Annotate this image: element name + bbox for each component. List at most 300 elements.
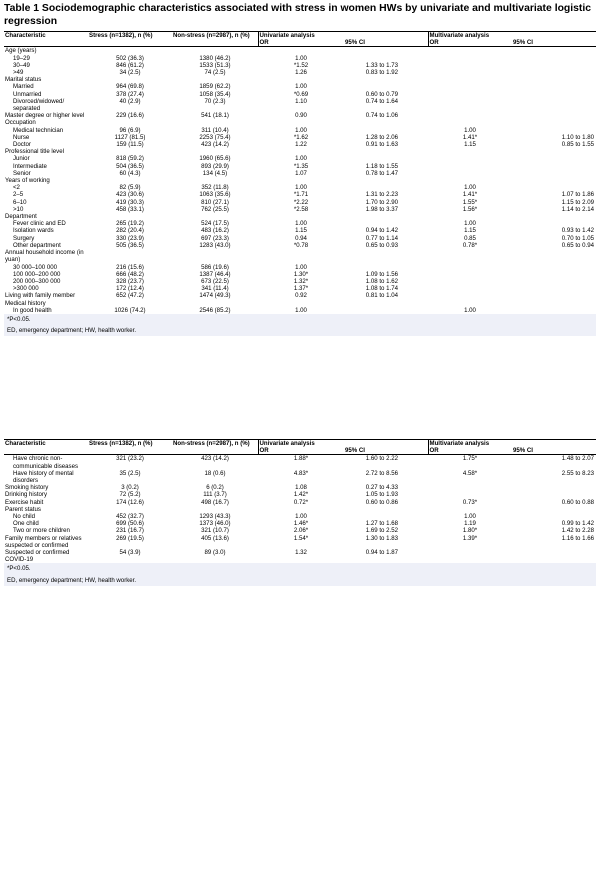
nonstress-cell: 1293 (43.3) — [199, 513, 231, 521]
multivariate-ci-cell: 0.93 to 1.42 — [561, 227, 594, 235]
univariate-or-cell: *0.69 — [293, 90, 309, 98]
multivariate-or-cell: 1.56* — [462, 205, 478, 213]
characteristic-cell: In good health — [13, 306, 52, 314]
stress-cell: 96 (6.9) — [119, 126, 141, 134]
nonstress-cell: 541 (18.1) — [201, 112, 229, 120]
blank-cell — [258, 506, 344, 513]
blank-cell — [512, 148, 596, 155]
stress-cell: 231 (16.7) — [116, 527, 144, 535]
nonstress-cell: 1960 (65.6) — [199, 155, 231, 163]
stress-cell: 229 (16.6) — [116, 112, 144, 120]
univariate-or-cell: *1.35 — [293, 162, 309, 170]
header-characteristic: Characteristic — [4, 440, 88, 448]
table-row — [4, 285, 596, 292]
multivariate-or-cell: 1.41* — [462, 191, 478, 199]
multivariate-ci-cell — [512, 55, 596, 62]
nonstress-cell: 89 (3.0) — [204, 549, 226, 557]
header-multivariate-ci: 95% CI — [512, 447, 596, 455]
characteristic-cell: 30–49 — [13, 61, 30, 69]
blank-cell — [344, 213, 428, 220]
univariate-ci-cell — [344, 55, 428, 62]
univariate-or-cell: 1.54* — [293, 534, 309, 542]
multivariate-ci-cell — [512, 83, 596, 90]
blank-cell — [428, 76, 512, 83]
blank-cell — [344, 300, 428, 307]
blank-cell — [428, 177, 512, 184]
blank-cell — [344, 148, 428, 155]
blank-cell — [88, 249, 172, 263]
multivariate-or-cell: 1.19 — [464, 520, 476, 528]
characteristic-cell: Annual household income (in yuan) — [5, 249, 84, 264]
multivariate-ci-cell — [512, 184, 596, 191]
univariate-or-cell: 1.22 — [295, 141, 307, 149]
univariate-or-cell: 1.26 — [295, 69, 307, 77]
univariate-or-cell: 1.00 — [295, 220, 307, 228]
stress-cell: 1026 (74.2) — [114, 306, 146, 314]
characteristic-cell: >10 — [13, 205, 24, 213]
univariate-ci-cell: 0.81 to 1.04 — [365, 292, 398, 300]
univariate-ci-cell: 0.94 to 1.42 — [365, 227, 398, 235]
multivariate-or-cell: 1.15 — [464, 227, 476, 235]
table-row — [4, 69, 596, 76]
multivariate-or-cell — [428, 83, 512, 90]
univariate-or-cell: 2.06* — [293, 527, 309, 535]
multivariate-ci-cell: 1.14 to 2.14 — [561, 205, 594, 213]
table-row — [4, 491, 596, 498]
univariate-ci-cell — [344, 307, 428, 314]
univariate-ci-cell: 1.60 to 2.22 — [365, 455, 398, 463]
stress-cell: 505 (36.5) — [116, 241, 144, 249]
nonstress-cell: 483 (16.2) — [201, 227, 229, 235]
characteristic-cell: 2–5 — [13, 191, 24, 199]
univariate-or-cell: 1.00 — [295, 83, 307, 91]
univariate-ci-cell: 1.69 to 2.52 — [365, 527, 398, 535]
header-univariate-or: OR — [258, 447, 344, 455]
multivariate-ci-cell — [512, 112, 596, 119]
table-title: Table 1 Sociodemographic characteristics associated with stress in women HWs by univariate and multivariate logistic regression — [4, 3, 592, 27]
univariate-or-cell: 1.00 — [295, 126, 307, 134]
multivariate-ci-cell: 1.16 to 1.66 — [561, 534, 594, 542]
blank-cell — [88, 506, 172, 513]
nonstress-cell: 134 (4.5) — [202, 169, 228, 177]
univariate-ci-cell: 1.33 to 1.73 — [365, 61, 398, 69]
univariate-or-cell: 1.30* — [293, 270, 309, 278]
header-univariate-ci: 95% CI — [344, 39, 428, 47]
multivariate-or-cell — [428, 91, 512, 98]
univariate-ci-cell: 0.83 to 1.92 — [365, 69, 398, 77]
multivariate-ci-cell — [512, 491, 596, 498]
multivariate-ci-cell — [512, 155, 596, 162]
blank-cell — [344, 177, 428, 184]
nonstress-cell: 673 (22.5) — [201, 277, 229, 285]
nonstress-cell: 341 (11.4) — [201, 285, 229, 293]
nonstress-cell: 70 (2.3) — [204, 97, 226, 105]
table-row — [4, 549, 596, 563]
univariate-or-cell: 1.00 — [295, 306, 307, 314]
nonstress-cell: 762 (25.5) — [201, 205, 229, 213]
stress-cell: 216 (15.6) — [116, 263, 144, 271]
multivariate-ci-cell — [512, 484, 596, 491]
multivariate-or-cell — [428, 163, 512, 170]
multivariate-or-cell — [428, 271, 512, 278]
blank-cell — [344, 76, 428, 83]
multivariate-or-cell: 0.78* — [462, 241, 478, 249]
group-row — [4, 47, 596, 55]
nonstress-cell: 1474 (49.3) — [199, 292, 231, 300]
univariate-ci-cell: 1.30 to 1.83 — [365, 534, 398, 542]
nonstress-cell: 1387 (46.4) — [199, 270, 231, 278]
characteristic-cell: Medical history — [5, 299, 46, 307]
stress-cell: 34 (2.5) — [119, 69, 141, 77]
characteristic-cell: 19–29 — [13, 54, 30, 62]
blank-cell — [258, 213, 344, 220]
multivariate-or-cell — [428, 170, 512, 177]
stress-cell: 282 (20.4) — [116, 227, 144, 235]
header-nonstress: Non-stress (n=2987), n (%) — [172, 440, 258, 448]
blank-cell — [512, 76, 596, 83]
multivariate-ci-cell — [512, 278, 596, 285]
group-row — [4, 249, 596, 263]
univariate-or-cell: 1.42* — [293, 491, 309, 499]
characteristic-cell: 30 000–100 000 — [13, 263, 58, 271]
univariate-ci-cell — [344, 184, 428, 191]
characteristic-cell: Unmarried — [13, 90, 42, 98]
blank-cell — [88, 47, 172, 55]
blank-cell — [172, 447, 258, 455]
univariate-ci-cell: 0.27 to 4.33 — [365, 484, 398, 492]
characteristic-cell: Intermediate — [13, 162, 47, 170]
multivariate-or-cell — [428, 285, 512, 292]
characteristic-cell: Other department — [13, 241, 61, 249]
univariate-or-cell: 1.88* — [293, 455, 309, 463]
multivariate-or-cell — [428, 62, 512, 69]
univariate-or-cell: *1.62 — [293, 133, 309, 141]
characteristic-cell: Exercise habit — [5, 498, 44, 506]
multivariate-ci-cell: 1.10 to 1.80 — [561, 133, 594, 141]
table-row — [4, 170, 596, 177]
stress-cell: 60 (4.3) — [119, 169, 141, 177]
multivariate-or-cell: 1.55* — [462, 198, 478, 206]
multivariate-ci-cell — [512, 127, 596, 134]
multivariate-ci-cell — [512, 220, 596, 227]
univariate-ci-cell — [344, 83, 428, 90]
univariate-or-cell: 1.32 — [295, 549, 307, 557]
nonstress-cell: 586 (19.6) — [201, 263, 229, 271]
stress-cell: 269 (19.5) — [116, 534, 144, 542]
blank-cell — [512, 177, 596, 184]
characteristic-cell: >300 000 — [13, 285, 39, 293]
univariate-ci-cell: 0.74 to 1.64 — [365, 97, 398, 105]
univariate-ci-cell: 0.60 to 0.86 — [365, 498, 398, 506]
univariate-or-cell: 4.83* — [293, 469, 309, 477]
stress-cell: 378 (27.4) — [116, 90, 144, 98]
multivariate-or-cell — [428, 69, 512, 76]
multivariate-or-cell — [428, 491, 512, 498]
table-row — [4, 264, 596, 271]
blank-cell — [172, 39, 258, 47]
univariate-or-cell: 0.90 — [295, 112, 307, 120]
table-row — [4, 127, 596, 134]
blank-cell — [428, 148, 512, 155]
blank-cell — [428, 47, 512, 55]
stress-cell: 330 (23.9) — [116, 234, 144, 242]
stress-cell: 502 (36.3) — [116, 54, 144, 62]
table-row — [4, 220, 596, 227]
multivariate-ci-cell — [512, 69, 596, 76]
univariate-ci-cell: 0.91 to 1.63 — [365, 141, 398, 149]
multivariate-or-cell: 1.39* — [462, 534, 478, 542]
header-univariate-or: OR — [258, 39, 344, 47]
group-row — [4, 119, 596, 126]
characteristic-cell: Drinking history — [5, 491, 47, 499]
characteristic-cell: Married — [13, 83, 34, 91]
multivariate-ci-cell: 0.85 to 1.55 — [561, 141, 594, 149]
characteristic-cell: Senior — [13, 169, 31, 177]
univariate-ci-cell: 1.09 to 1.56 — [365, 270, 398, 278]
blank-cell — [88, 177, 172, 184]
table-row — [4, 98, 596, 112]
blank-cell — [258, 119, 344, 126]
footnote-significance: *P<0.05. — [7, 565, 31, 573]
characteristic-cell: Department — [5, 213, 37, 221]
univariate-ci-cell: 0.65 to 0.93 — [365, 241, 398, 249]
table-row — [4, 55, 596, 62]
multivariate-ci-cell — [512, 264, 596, 271]
characteristic-cell: Surgery — [13, 234, 35, 242]
header-multivariate-or: OR — [428, 447, 512, 455]
nonstress-cell: 893 (29.9) — [201, 162, 229, 170]
table-row — [4, 499, 596, 506]
multivariate-ci-cell — [512, 285, 596, 292]
table-row — [4, 470, 596, 484]
stress-cell: 159 (11.5) — [116, 141, 144, 149]
multivariate-or-cell: 1.41* — [462, 133, 478, 141]
table-row — [4, 199, 596, 206]
blank-cell — [258, 47, 344, 55]
table-row — [4, 191, 596, 198]
multivariate-ci-cell: 1.15 to 2.09 — [561, 198, 594, 206]
univariate-or-cell: *0.78 — [293, 241, 309, 249]
univariate-ci-cell: 1.28 to 2.06 — [365, 133, 398, 141]
blank-cell — [512, 119, 596, 126]
univariate-or-cell: 0.72* — [293, 498, 309, 506]
univariate-or-cell: 1.00 — [295, 54, 307, 62]
blank-cell — [512, 47, 596, 55]
blank-cell — [258, 76, 344, 83]
univariate-or-cell: 1.37* — [293, 285, 309, 293]
table-row — [4, 62, 596, 69]
characteristic-cell: Family members or relatives suspected or confirmed — [5, 534, 82, 549]
blank-cell — [428, 506, 512, 513]
univariate-or-cell: *1.52 — [293, 61, 309, 69]
blank-cell — [88, 76, 172, 83]
header-nonstress: Non-stress (n=2987), n (%) — [172, 32, 258, 40]
univariate-or-cell: 1.32* — [293, 277, 309, 285]
table-row — [4, 242, 596, 249]
table-row — [4, 520, 596, 527]
characteristic-cell: Divorced/widowed/ separated — [13, 97, 65, 113]
blank-cell — [344, 249, 428, 263]
multivariate-or-cell: 1.00 — [464, 306, 476, 314]
group-row — [4, 213, 596, 220]
table-row — [4, 206, 596, 213]
nonstress-cell: 423 (14.2) — [201, 455, 229, 463]
multivariate-or-cell: 1.75* — [462, 455, 478, 463]
nonstress-cell: 311 (10.4) — [201, 126, 229, 134]
blank-cell — [428, 249, 512, 263]
subheader-row — [4, 447, 596, 455]
stress-cell: 452 (32.7) — [116, 513, 144, 521]
stress-cell: 846 (61.2) — [116, 61, 144, 69]
blank-cell — [88, 148, 172, 155]
blank-cell — [344, 47, 428, 55]
multivariate-or-cell — [428, 549, 512, 563]
univariate-ci-cell: 0.60 to 0.79 — [365, 90, 398, 98]
characteristic-cell: Medical technician — [13, 126, 64, 134]
group-row — [4, 506, 596, 513]
stress-cell: 504 (36.5) — [116, 162, 144, 170]
footnote-significance: *P<0.05. — [7, 315, 31, 323]
stress-cell: 54 (3.9) — [119, 549, 141, 557]
nonstress-cell: 1283 (43.0) — [199, 241, 231, 249]
stress-cell: 3 (0.2) — [121, 484, 139, 492]
univariate-ci-cell: 1.70 to 2.90 — [365, 198, 398, 206]
nonstress-cell: 1373 (46.0) — [199, 520, 231, 528]
table-part-1 — [4, 31, 596, 336]
table-row — [4, 134, 596, 141]
multivariate-or-cell: 0.85 — [464, 234, 476, 242]
multivariate-or-cell: 0.73* — [462, 498, 478, 506]
characteristic-cell: >49 — [13, 69, 24, 77]
univariate-ci-cell: 1.31 to 2.23 — [365, 191, 398, 199]
nonstress-cell: 810 (27.1) — [201, 198, 229, 206]
table-row — [4, 455, 596, 470]
univariate-or-cell: 1.08 — [295, 484, 307, 492]
group-row — [4, 76, 596, 83]
characteristic-cell: 6–10 — [13, 198, 27, 206]
univariate-or-cell: *2.58 — [293, 205, 309, 213]
table-row — [4, 278, 596, 285]
multivariate-or-cell — [428, 112, 512, 119]
table-row — [4, 141, 596, 148]
table-row — [4, 535, 596, 549]
univariate-ci-cell — [344, 155, 428, 162]
univariate-ci-cell: 1.98 to 3.37 — [365, 205, 398, 213]
stress-cell: 423 (30.6) — [116, 191, 144, 199]
characteristic-cell: Fever clinic and ED — [13, 220, 66, 228]
blank-cell — [172, 148, 258, 155]
univariate-or-cell: 0.94 — [295, 234, 307, 242]
group-row — [4, 177, 596, 184]
multivariate-or-cell — [428, 264, 512, 271]
stress-cell: 964 (69.8) — [116, 83, 144, 91]
nonstress-cell: 74 (2.5) — [204, 69, 226, 77]
multivariate-or-cell — [428, 55, 512, 62]
blank-cell — [258, 177, 344, 184]
characteristic-cell: Have chronic non-communicable diseases — [13, 455, 79, 470]
characteristic-cell: Smoking history — [5, 484, 49, 492]
blank-cell — [172, 249, 258, 263]
blank-cell — [428, 119, 512, 126]
multivariate-ci-cell: 2.55 to 8.23 — [561, 469, 594, 477]
univariate-ci-cell: 1.08 to 1.74 — [365, 285, 398, 293]
nonstress-cell: 1063 (35.6) — [199, 191, 231, 199]
nonstress-cell: 498 (16.7) — [201, 498, 229, 506]
multivariate-ci-cell — [512, 549, 596, 563]
header-univariate: Univariate analysis — [258, 440, 428, 448]
blank-cell — [512, 213, 596, 220]
blank-cell — [344, 506, 428, 513]
table-row — [4, 235, 596, 242]
nonstress-cell: 697 (23.3) — [201, 234, 229, 242]
table-row — [4, 91, 596, 98]
univariate-or-cell: 0.92 — [295, 292, 307, 300]
table-row — [4, 513, 596, 520]
univariate-ci-cell: 1.05 to 1.93 — [365, 491, 398, 499]
stress-cell: 1127 (81.5) — [114, 133, 146, 141]
multivariate-ci-cell — [512, 163, 596, 170]
characteristic-cell: Isolation wards — [13, 227, 54, 235]
table-row — [4, 184, 596, 191]
table-row — [4, 271, 596, 278]
univariate-ci-cell: 0.74 to 1.06 — [365, 112, 398, 120]
multivariate-ci-cell — [512, 271, 596, 278]
univariate-or-cell: 1.10 — [295, 97, 307, 105]
multivariate-or-cell: 4.58* — [462, 469, 478, 477]
blank-cell — [172, 300, 258, 307]
blank-cell — [88, 39, 172, 47]
stress-cell: 321 (23.2) — [116, 455, 144, 463]
characteristic-cell: Master degree or higher level — [5, 112, 85, 120]
univariate-ci-cell: 0.78 to 1.47 — [365, 169, 398, 177]
multivariate-or-cell — [428, 155, 512, 162]
nonstress-cell: 423 (14.2) — [201, 141, 229, 149]
table-row — [4, 292, 596, 299]
multivariate-or-cell: 1.00 — [464, 220, 476, 228]
table-row — [4, 155, 596, 162]
blank-cell — [258, 148, 344, 155]
blank-cell — [88, 300, 172, 307]
characteristic-cell: Parent status — [5, 505, 41, 513]
univariate-or-cell: 1.00 — [295, 155, 307, 163]
header-univariate-ci: 95% CI — [344, 447, 428, 455]
group-row — [4, 300, 596, 307]
univariate-ci-cell: 0.77 to 1.14 — [365, 234, 398, 242]
characteristic-cell: Doctor — [13, 141, 31, 149]
nonstress-cell: 1859 (62.2) — [199, 83, 231, 91]
univariate-ci-cell: 1.27 to 1.68 — [365, 520, 398, 528]
characteristic-cell: Nurse — [13, 133, 30, 141]
characteristic-cell: <2 — [13, 184, 20, 192]
characteristic-cell: 200 000–300 000 — [13, 277, 61, 285]
multivariate-ci-cell — [512, 91, 596, 98]
stress-cell: 699 (50.6) — [116, 520, 144, 528]
multivariate-ci-cell — [512, 307, 596, 314]
blank-cell — [172, 506, 258, 513]
multivariate-or-cell: 1.80* — [462, 527, 478, 535]
multivariate-or-cell — [428, 292, 512, 299]
multivariate-ci-cell: 0.60 to 0.88 — [561, 498, 594, 506]
characteristic-cell: No child — [13, 513, 36, 521]
multivariate-ci-cell: 1.42 to 2.28 — [561, 527, 594, 535]
univariate-or-cell: *2.22 — [293, 198, 309, 206]
multivariate-ci-cell: 1.48 to 2.07 — [561, 455, 594, 463]
table-row — [4, 83, 596, 90]
characteristic-cell: Age (years) — [5, 47, 37, 55]
header-multivariate: Multivariate analysis — [428, 32, 596, 40]
blank-cell — [428, 300, 512, 307]
multivariate-ci-cell: 0.70 to 1.05 — [561, 234, 594, 242]
